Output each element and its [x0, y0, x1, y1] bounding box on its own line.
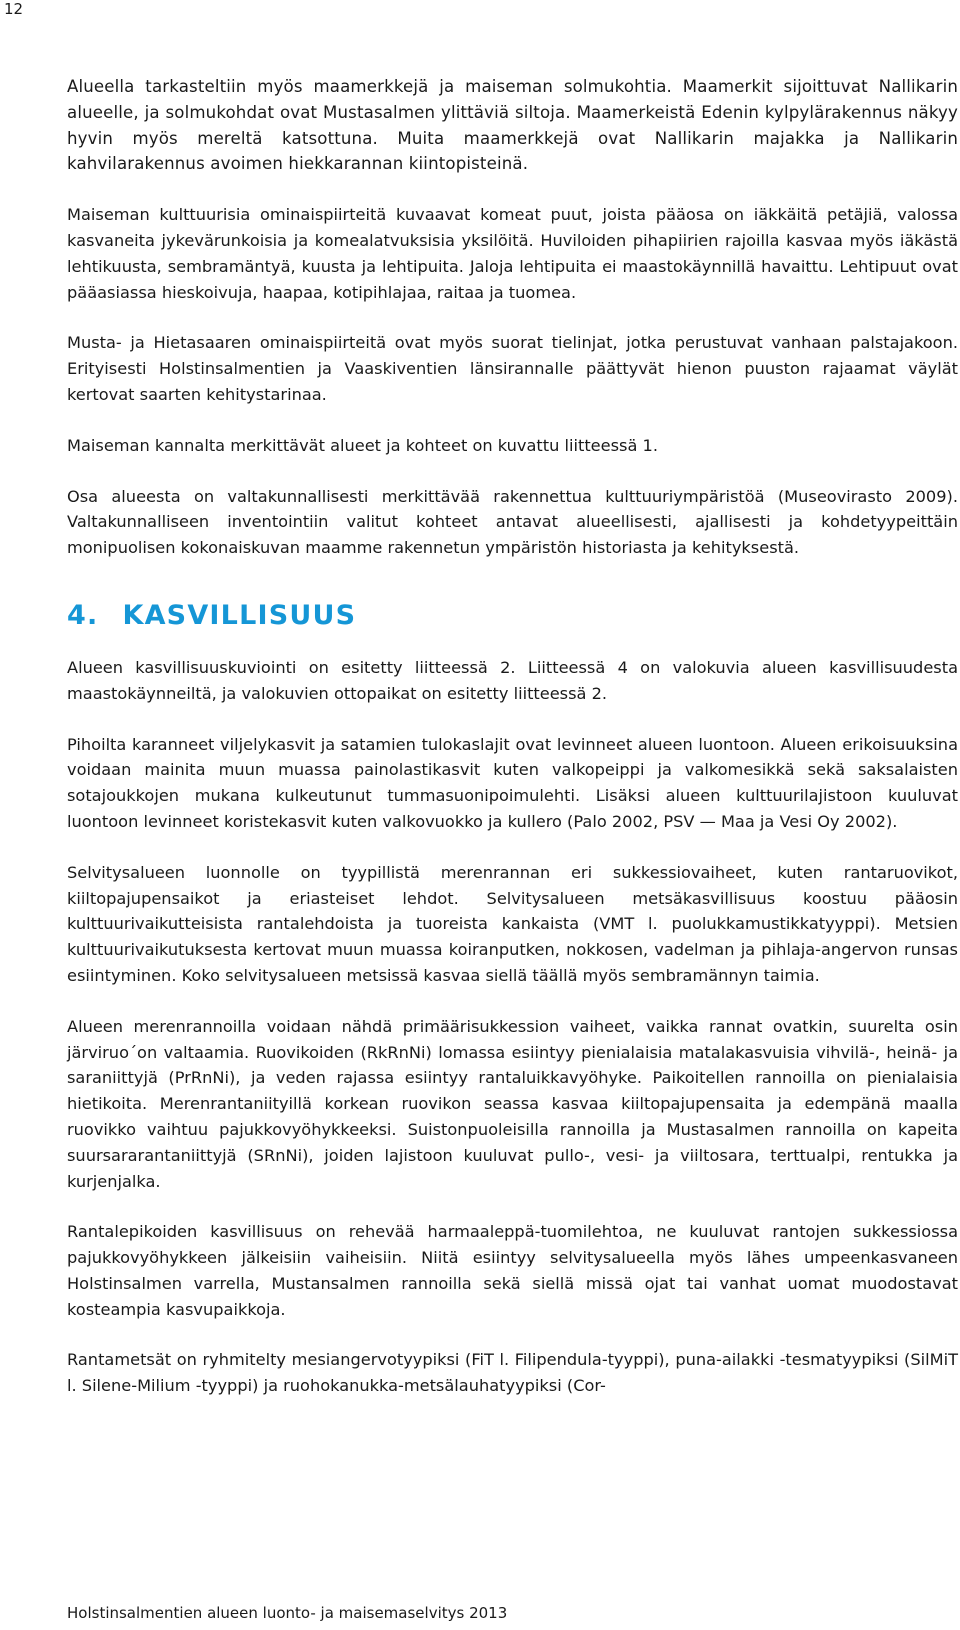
- paragraph-alder-groves: Rantalepikoiden kasvillisuus on rehevää harmaaleppä-tuomilehtoa, ne kuuluvat rantojen sukkessiossa pajukkovyöhykkeen jälkeisiin vaiheisiin. Niitä esiintyy selvitysalueella myös lähes umpeenkasvaneen Holstinsalmen varrella, Mustansalmen rannoilla sekä siellä missä ojat tai vanhat uomat muodostavat kosteampia kasvupaikkoja.: [67, 1222, 958, 1319]
- section-heading: [67, 599, 958, 633]
- paragraph-succession-stages: Selvitysalueen luonnolle on tyypillistä merenrannan eri sukkessiovaiheet, kuten rantaruovikot, kiiltopajupensaikot ja eriasteiset lehdot. Selvitysalueen metsäkasvillisuus koostuu pääosin kulttuurivaikutteisista rantalehdoista ja tuoreista kankaista (VMT l. puolukkamustikkatyyppi). Metsien kulttuurivaikutuksesta kertovat muun muassa koiranputken, nokkosen, vadelman ja pihlaja-angervon runsas esiintyminen. Koko selvitysalueen metsissä kasvaa siellä täällä myös sembramännyn taimia.: [67, 862, 958, 985]
- paragraph-vegetation-appendix: Alueen kasvillisuuskuviointi on esitetty liitteessä 2. Liitteessä 4 on valokuvia alueen kasvillisuudesta maastokäynneiltä, ja valokuvien ottopaikat on esitetty liitteessä 2.: [67, 657, 958, 703]
- paragraph-landmarks: Alueella tarkasteltiin myös maamerkkejä ja maiseman solmukohtia. Maamerkit sijoittuvat Nallikarin alueelle, ja solmukohdat ovat Mustasalmen ylittäviä siltoja. Maamerkeistä Edenin kylpylärakennus näkyy hyvin myös mereltä katsottuna. Muita maamerkkejä ovat Nallikarin majakka ja Nallikarin kahvilarakennus avoimen hiekkarannan kiintopisteinä.: [67, 77, 958, 174]
- paragraph-shore-forests: Rantametsät on ryhmitelty mesiangervotyypiksi (FiT l. Filipendula-tyyppi), puna-ailakki -tesmatyypiksi (SilMiT l. Silene-Milium -tyyppi) ja ruohokanukka-metsälauhatyypiksi (Cor-: [67, 1350, 958, 1396]
- section-number: 4.: [67, 599, 99, 631]
- paragraph-shore-succession: Alueen merenrannoilla voidaan nähdä primäärisukkession vaiheet, vaikka rannat ovatkin, suurelta osin järviruo´on valtaamia. Ruovikoiden (RkRnNi) lomassa esiintyy pienialaisia matalakasvuisia vihvilä-, heinä- ja saraniittyjä (PrRnNi), ja veden rajassa esiintyy rantaluikkavyöhyke. Paikoitellen rannoilla on pienialaisia hietikoita. Merenrantaniityillä korkean ruovikon seassa kasvaa kiiltopajupensaita ja edempänä maalla ruovikko vaihtuu pajukkovyöhykkeeksi. Suistonpuoleisilla rannoilla ja Mustasalmen rannoilla on kapeita suursararantaniittyjä (SRnNi), joiden lajistoon kuuluvat pullo-, vesi- ja viiltosara, terttualpi, rentukka ja kurjenjalka.: [67, 1016, 958, 1191]
- paragraph-escaped-plants: Pihoilta karanneet viljelykasvit ja satamien tulokaslajit ovat levinneet alueen luontoon. Alueen erikoisuuksina voidaan mainita muun muassa painolastikasvit kuten valkopeippi ja valkomesikkä sekä saksalaisten sotajoukkojen mukana kulkeutunut tummasuonipoimulehti. Lisäksi alueen kulttuurilajistoon kuuluvat luontoon levinneet koristekasvit kuten valkovuokko ja kullero (Palo 2002, PSV — Maa ja Vesi Oy 2002).: [67, 734, 958, 831]
- paragraph-cultural-trees: Maiseman kulttuurisia ominaispiirteitä kuvaavat komeat puut, joista pääosa on iäkkäitä petäjiä, valossa kasvaneita jykevärunkoisia ja komealatvuksisia yksilöitä. Huviloiden pihapiirien rajoilla kasvaa myös iäkästä lehtikuusta, sembramäntyä, kuusta ja lehtipuita. Jaloja lehtipuita ei maastokäynnillä havaittu. Lehtipuut ovat pääasiassa hieskoivuja, haapaa, kotipihlajaa, raitaa ja tuomea.: [67, 205, 958, 302]
- section-title: KASVILLISUUS: [122, 599, 357, 631]
- paragraph-national-heritage: Osa alueesta on valtakunnallisesti merkittävää rakennettua kulttuuriympäristöä (Museovirasto 2009). Valtakunnalliseen inventointiin valitut kohteet antavat alueellisesti, ajallisesti ja kohdetyypeittäin monipuolisen kokonaiskuvan maamme rakennetun ympäristön historiasta ja kehityksestä.: [67, 486, 958, 558]
- document-body: [67, 74, 958, 1424]
- page-number: 12: [4, 0, 24, 18]
- footer-title: Holstinsalmentien alueen luonto- ja maisemaselvitys 2013: [67, 1604, 508, 1622]
- paragraph-landscape-appendix: Maiseman kannalta merkittävät alueet ja kohteet on kuvattu liitteessä 1.: [67, 435, 658, 455]
- paragraph-road-lines: Musta- ja Hietasaaren ominaispiirteitä ovat myös suorat tielinjat, jotka perustuvat vanhaan palstajakoon. Erityisesti Holstinsalmentien ja Vaaskiventien länsirannalle päättyvät hienon puuston rajaamat väylät kertovat saarten kehitystarinaa.: [67, 333, 958, 404]
